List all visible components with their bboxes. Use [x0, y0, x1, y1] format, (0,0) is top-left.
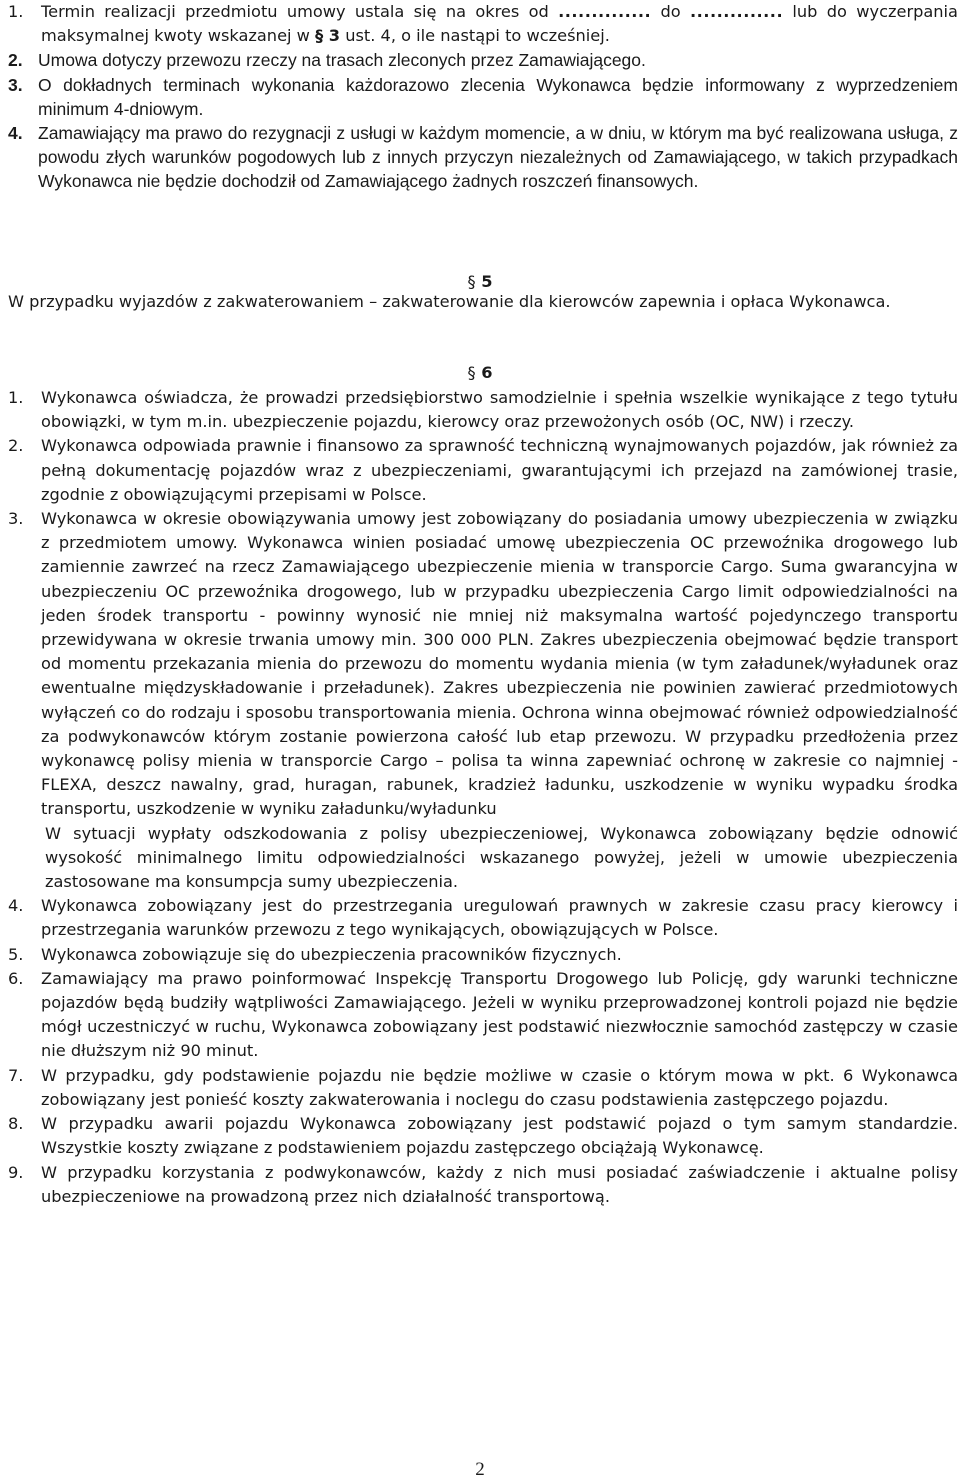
list-item [8, 434, 958, 507]
list-item [8, 73, 958, 121]
section-6-heading [0, 361, 960, 385]
list-item [8, 121, 958, 194]
item-number: 9. [8, 1162, 24, 1182]
item-number: 1. [8, 2, 24, 21]
item-number: 2. [8, 50, 23, 71]
page-number: 2 [475, 1459, 485, 1480]
item-text: Wykonawca oświadcza, że prowadzi przedsiębiorstwo samodzielnie i spełnia wszelkie wynikające z tego tytułu obowiązki, w tym m.in. ubezpieczenie pojazdu, kierowcy oraz przewożonych osób (OC, NW) i rzeczy. [41, 388, 958, 432]
list-item [8, 1161, 958, 1209]
item-number: 6. [8, 968, 24, 988]
list-item [8, 1064, 958, 1112]
list-item [8, 0, 958, 48]
list-item [8, 894, 958, 942]
item-text: W przypadku, gdy podstawienie pojazdu nie będzie możliwe w czasie o którym mowa w pkt. 6 Wykonawca zobowiązany jest ponieść koszty zakwaterowania i noclegu do czasu podstawienia zastępczego pojazdu. [41, 1065, 958, 1109]
item-text: Termin realizacji przedmiotu umowy ustala się na okres od .............. do .............. lub do wyczerpania maksymalnej kwoty wskazanej w § 3 ust. 4, o ile nastąpi to wcześniej. [41, 2, 958, 46]
section-6-list [8, 386, 958, 1209]
item-number: 2. [8, 436, 24, 456]
item-number: 8. [8, 1114, 24, 1134]
item-text: W przypadku korzystania z podwykonawców, każdy z nich musi posiadać zaświadczenie i aktualne polisy ubezpieczeniowe na prowadzoną przez nich działalność transportową. [41, 1162, 958, 1206]
item-text: Wykonawca zobowiązany jest do przestrzegania uregulowań prawnych w zakresie czasu pracy kierowcy i przestrzegania warunków przewozu z tego wynikających, obowiązujących w Polsce. [41, 896, 958, 940]
item-number: 1. [8, 388, 24, 407]
item-text: Wykonawca odpowiada prawnie i finansowo za sprawność techniczną wynajmowanych pojazdów, jak również za pełną dokumentację pojazdów wraz z ubezpieczeniami, gwarantującymi ich przejazd na zamówionej trasie, zgodnie z obowiązującymi przepisami w Polsce. [41, 436, 958, 504]
item-number: 7. [8, 1065, 24, 1085]
item-text: Zamawiający ma prawo do rezygnacji z usługi w każdym momencie, a w dniu, w którym ma być realizowana usługa, z powodu złych warunków pogodowych lub z innych przyczyn niezależnych od Zamawiającego, w takich przypadkach Wykonawca nie będzie dochodził od Zamawiającego żadnych roszczeń finansowych. [38, 123, 958, 192]
item-text: Zamawiający ma prawo poinformować Inspekcję Transportu Drogowego lub Policję, gdy warunki techniczne pojazdów będą budziły wątpliwości Zamawiającego. Jeżeli w wyniku przeprowadzonej kontroli pojazd nie będzie mógł uczestniczyć w ruchu, Wykonawca zobowiązany jest podstawić niezwłocznie samochód zastępczy w czasie nie dłuższym niż 90 minut. [41, 968, 958, 1061]
list-item [8, 507, 958, 894]
item-text: Wykonawca w okresie obowiązywania umowy jest zobowiązany do posiadania umowy ubezpieczenia w związku z przedmiotem umowy. Wykonawca winien posiadać umowę ubezpieczenia OC przewoźnika drogowego lub zamiennie zawrzeć na rzecz Zamawiającego ubezpieczenie mienia w transporcie Cargo. Suma gwarancyjna w ubezpieczeniu OC przewoźnika drogowego, lub w przypadku ubezpieczenia Cargo limit odpowiedzialności na jeden środek transportu - powinny wynosić nie mniej niż maksymalna wartość pojedynczego transportu przewidywana w okresie trwania umowy min. 300 000 PLN. Zakres ubezpieczenia obejmować będzie transport od momentu przekazania mienia do przewozu do momentu wydania mienia (w tym załadunek/wyładunek oraz ewentualne międzyskładowanie i przeładunek). Zakres ubezpieczenia nie powinien zawierać przedmiotowych wyłączeń co do rodzaju i sposobu transportowania mienia. Ochrona winna obejmować również odpowiedzialność za podwykonawców którym zostanie powierzona całość lub etap przewozu. W przypadku przedłożenia przez wykonawcę polisy mienia w transporcie Cargo – polisa ta winna zapewniać ochronę w zakresie co najmniej - FLEXA, deszcz nawalny, grad, huragan, rabunek, kradzież ładunku, uszkodzenie w wyniku wypadku środka transportu, uszkodzenie w wyniku załadunku/wyładunku W sytuacji wypłaty odszkodowania z polisy ubezpieczeniowej, Wykonawca zobowiązany będzie odnowić wysokość minimalnego limitu odpowiedzialności wskazanego powyżej, jeżeli w umowie ubezpieczenia zastosowane ma konsumpcja sumy ubezpieczenia. [41, 507, 958, 894]
item-text: Umowa dotyczy przewozu rzeczy na trasach zleconych przez Zamawiającego. [38, 50, 646, 71]
item-number: 5. [8, 944, 24, 964]
item-text: O dokładnych terminach wykonania każdorazowo zlecenia Wykonawca będzie informowany z wyprzedzeniem minimum 4-dniowym. [38, 74, 958, 119]
item-text: W przypadku awarii pojazdu Wykonawca zobowiązany jest podstawić pojazd o tym samym standardzie. Wszystkie koszty związane z podstawieniem pojazdu zastępczego obciążają Wykonawcę. [41, 1114, 958, 1158]
top-list [8, 0, 958, 194]
section-reference: § 3 [315, 26, 341, 46]
list-item [8, 386, 958, 434]
section-5-text: W przypadku wyjazdów z zakwaterowaniem – zakwaterowanie dla kierowców zapewnia i opłaca Wykonawca. [8, 292, 891, 311]
item-number: 3. [8, 74, 23, 95]
paragraph-symbol: § [467, 272, 476, 291]
item-text: Wykonawca zobowiązuje się do ubezpieczenia pracowników fizycznych. [41, 944, 622, 964]
section-number: 5 [481, 272, 493, 291]
list-item [8, 1112, 958, 1160]
list-item [8, 943, 958, 967]
blank-dots: .............. [690, 2, 784, 21]
paragraph-symbol: § [467, 363, 476, 382]
item-extra-text: W sytuacji wypłaty odszkodowania z polisy ubezpieczeniowej, Wykonawca zobowiązany będzie odnowić wysokość minimalnego limitu odpowiedzialności wskazanego powyżej, jeżeli w umowie ubezpieczenia zastosowane ma konsumpcja sumy ubezpieczenia. [45, 823, 958, 892]
blank-dots: .............. [558, 2, 652, 21]
item-number: 3. [8, 509, 24, 529]
list-item [8, 967, 958, 1064]
item-number: 4. [8, 123, 23, 144]
section-number: 6 [481, 363, 493, 382]
list-item [8, 48, 958, 72]
item-number: 4. [8, 896, 24, 916]
